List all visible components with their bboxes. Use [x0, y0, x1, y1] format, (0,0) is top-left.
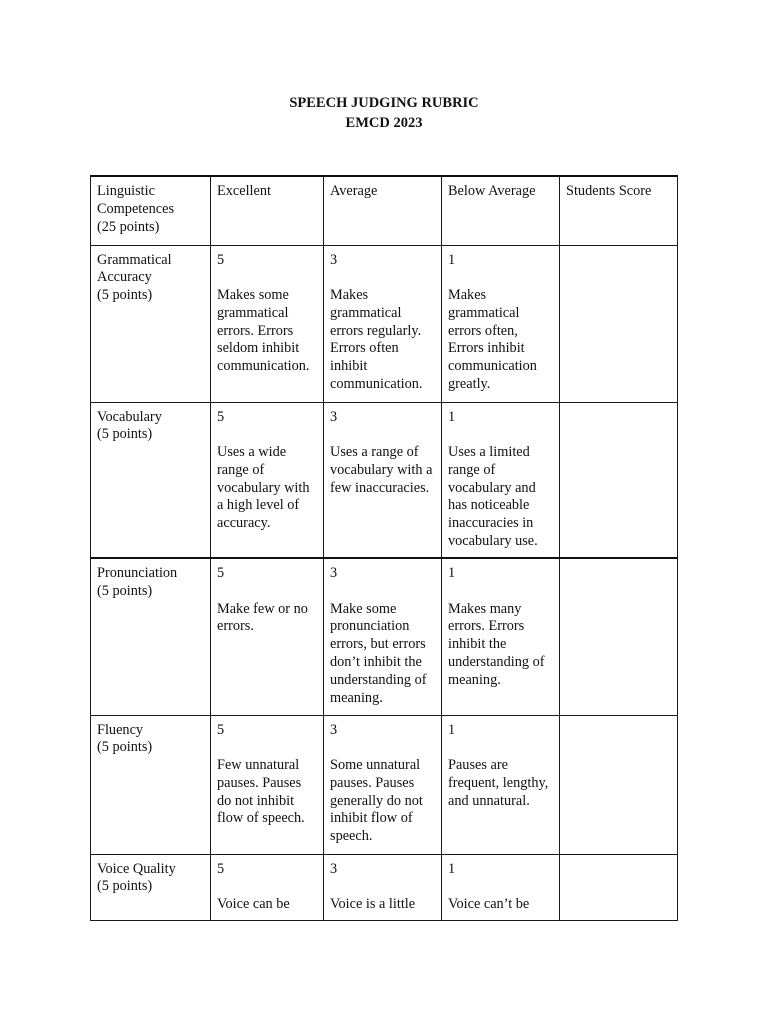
- score-description: Make some pronunciation errors, but errors don’t inhibit the understanding of meaning.: [330, 600, 427, 706]
- header-excellent: Excellent: [211, 176, 324, 245]
- header-average: Average: [324, 176, 442, 245]
- cell-students-score: [560, 854, 678, 920]
- score-value: 5: [217, 721, 225, 738]
- score-value: 5: [217, 251, 225, 268]
- score-description: Make few or no errors.: [217, 600, 308, 635]
- table-row: [91, 245, 678, 402]
- score-value: 3: [330, 251, 338, 268]
- cell-students-score: [560, 402, 678, 558]
- table-header-row: [91, 176, 678, 245]
- cell-average: [324, 558, 442, 715]
- cell-below-average: [442, 715, 560, 854]
- score-value: 5: [217, 860, 225, 877]
- document-subtitle: EMCD 2023: [345, 115, 423, 131]
- table-row: [91, 402, 678, 558]
- cell-excellent: [211, 558, 324, 715]
- row-criterion: Vocabulary (5 points): [91, 402, 211, 558]
- score-description: Makes many errors. Errors inhibit the understanding of meaning.: [448, 600, 545, 688]
- score-description: Voice can be: [217, 896, 290, 913]
- row-criterion: Voice Quality (5 points): [91, 854, 211, 920]
- cell-average: [324, 245, 442, 402]
- cell-below-average: [442, 245, 560, 402]
- score-value: 1: [448, 860, 456, 877]
- score-value: 5: [217, 565, 225, 581]
- score-value: 5: [217, 408, 225, 425]
- document-header: [0, 93, 768, 133]
- score-description: Makes grammatical errors regularly. Errors often inhibit communication.: [330, 287, 423, 393]
- score-value: 1: [448, 251, 456, 268]
- score-description: Uses a range of vocabulary with a few inaccuracies.: [330, 444, 433, 496]
- row-criterion: Fluency (5 points): [91, 715, 211, 854]
- row-criterion: Grammatical Accuracy (5 points): [91, 245, 211, 402]
- cell-students-score: [560, 245, 678, 402]
- score-description: Voice can’t be: [448, 896, 530, 913]
- cell-average: [324, 715, 442, 854]
- cell-average: [324, 854, 442, 920]
- cell-excellent: [211, 854, 324, 920]
- cell-excellent: [211, 245, 324, 402]
- score-value: 3: [330, 408, 338, 425]
- score-value: 3: [330, 860, 338, 877]
- table-row: [91, 854, 678, 920]
- cell-excellent: [211, 715, 324, 854]
- table-row: [91, 715, 678, 854]
- row-criterion: Pronunciation (5 points): [91, 558, 211, 715]
- score-description: Few unnatural pauses. Pauses do not inhibit flow of speech.: [217, 757, 305, 827]
- score-value: 1: [448, 721, 456, 738]
- header-below-average: Below Average: [442, 176, 560, 245]
- score-description: Some unnatural pauses. Pauses generally do not inhibit flow of speech.: [330, 757, 423, 845]
- score-description: Makes grammatical errors often, Errors inhibit communication greatly.: [448, 287, 537, 393]
- score-value: 3: [330, 721, 338, 738]
- score-description: Voice is a little: [330, 896, 416, 913]
- score-description: Pauses are frequent, lengthy, and unnatural.: [448, 757, 549, 809]
- cell-below-average: [442, 558, 560, 715]
- score-value: 1: [448, 408, 456, 425]
- cell-below-average: [442, 402, 560, 558]
- cell-excellent: [211, 402, 324, 558]
- cell-average: [324, 402, 442, 558]
- table-row: [91, 558, 678, 715]
- rubric-table: [90, 175, 678, 921]
- score-description: Makes some grammatical errors. Errors seldom inhibit communication.: [217, 287, 310, 375]
- header-students-score: Students Score: [560, 176, 678, 245]
- cell-students-score: [560, 715, 678, 854]
- score-value: 1: [448, 565, 456, 581]
- header-criterion: Linguistic Competences (25 points): [91, 176, 211, 245]
- cell-students-score: [560, 558, 678, 715]
- cell-below-average: [442, 854, 560, 920]
- score-value: 3: [330, 565, 338, 581]
- score-description: Uses a limited range of vocabulary and has noticeable inaccuracies in vocabulary use.: [448, 444, 538, 550]
- document-title: SPEECH JUDGING RUBRIC: [289, 95, 479, 111]
- score-description: Uses a wide range of vocabulary with a high level of accuracy.: [217, 444, 310, 532]
